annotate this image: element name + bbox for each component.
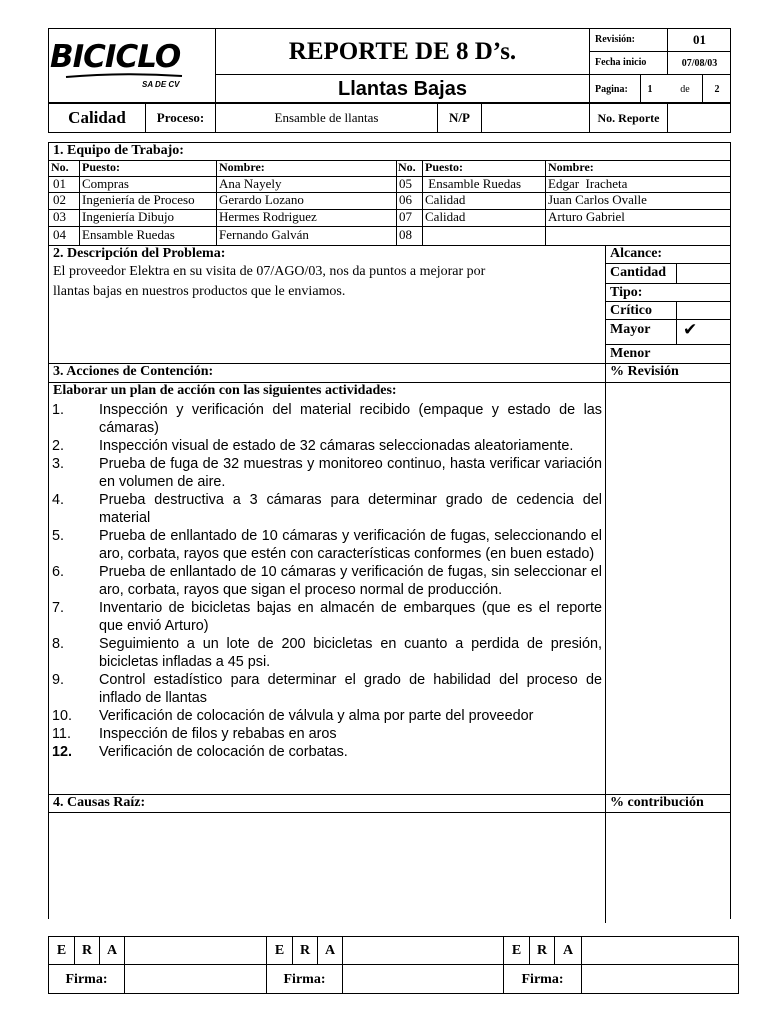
team-col-nombre: Nombre: xyxy=(219,160,265,174)
fecha-inicio-value: 07/08/03 xyxy=(681,57,718,69)
team-row-no: 02 xyxy=(53,192,66,207)
team-row-puesto: Calidad xyxy=(425,192,466,207)
containment-actions-list xyxy=(52,401,602,761)
problem-text-line: llantas bajas en nuestros productos que le enviamos. xyxy=(53,284,346,299)
team-row-no: 03 xyxy=(53,209,66,224)
de-label: de xyxy=(680,83,690,95)
alcance-label: Alcance: xyxy=(610,246,663,261)
de-value: 2 xyxy=(714,83,720,95)
sign-a: A xyxy=(106,942,118,958)
team-row-puesto: Compras xyxy=(82,176,129,191)
sign-a: A xyxy=(562,942,574,958)
area-calidad: Calidad xyxy=(68,108,126,127)
root-causes-section-title: 4. Causas Raíz: xyxy=(53,795,146,810)
team-section-title: 1. Equipo de Trabajo: xyxy=(53,143,184,158)
team-row-no: 07 xyxy=(399,209,412,224)
revision-label: Revisión: xyxy=(595,34,635,45)
problem-text-line: El proveedor Elektra en su visita de 07/AGO/03, nos da puntos a mejorar por xyxy=(53,264,486,279)
revision-percent-label: % Revisión xyxy=(610,364,679,379)
proceso-value: Ensamble de llantas xyxy=(274,110,379,125)
firma-label: Firma: xyxy=(521,971,564,987)
team-row-nombre: Arturo Gabriel xyxy=(548,209,625,224)
sign-e: E xyxy=(56,942,67,958)
no-reporte-label: No. Reporte xyxy=(597,110,660,125)
form-right-border xyxy=(730,142,731,919)
team-col-puesto-right: Puesto: xyxy=(425,160,463,174)
containment-section-title: 3. Acciones de Contención: xyxy=(53,364,214,379)
sign-r: R xyxy=(299,942,311,958)
report-title: REPORTE DE 8 D’s. xyxy=(288,38,517,65)
list-item: 12. Verificación de colocación de corbatas. xyxy=(52,744,348,760)
sign-a: A xyxy=(324,942,336,958)
list-item: 1. Inspección y verificación del material recibido (empaque y estado de las cámaras) xyxy=(52,402,602,436)
no-reporte-value xyxy=(668,104,731,132)
team-row-nombre: Gerardo Lozano xyxy=(219,192,304,207)
team-col-no-right: No. xyxy=(398,160,416,174)
np-value xyxy=(482,104,589,132)
fecha-inicio-label: Fecha inicio xyxy=(595,57,647,68)
firma-label: Firma: xyxy=(283,971,326,987)
revision-value: 01 xyxy=(693,32,706,47)
containment-intro: Elaborar un plan de acción con las siguientes actividades: xyxy=(53,383,397,398)
pagina-value: 1 xyxy=(647,83,653,95)
tipo-label: Tipo: xyxy=(610,285,643,300)
critico-label: Crítico xyxy=(610,303,652,318)
signature-box xyxy=(48,936,739,994)
firma-label: Firma: xyxy=(65,971,108,987)
list-item: 10. Verificación de colocación de válvula y alma por parte del proveedor xyxy=(52,708,534,724)
problem-section-title: 2. Descripción del Problema: xyxy=(53,246,226,261)
team-row-puesto: Ensamble Ruedas xyxy=(82,227,175,242)
team-row-nombre: Edgar Iracheta xyxy=(548,176,628,191)
mayor-check-icon: ✔ xyxy=(683,320,698,340)
team-row-puesto: Ensamble Ruedas xyxy=(425,176,522,191)
list-item: 8. Seguimiento a un lote de 200 bicicletas en cuanto a perdida de presión, bicicletas infladas a 45 psi. xyxy=(52,636,602,670)
team-row-nombre: Juan Carlos Ovalle xyxy=(548,192,647,207)
np-label: N/P xyxy=(449,110,470,125)
logo-underline-icon xyxy=(64,73,184,79)
report-subtitle: Llantas Bajas xyxy=(338,77,467,100)
team-row-no: 01 xyxy=(53,176,66,191)
sign-e: E xyxy=(274,942,285,958)
team-col-puesto: Puesto: xyxy=(82,160,120,174)
list-item: 5. Prueba de enllantado de 10 cámaras y verificación de fugas, seleccionando el aro, corbata, rayos que estén con características conformes (en buen estado) xyxy=(52,528,602,562)
contribution-percent-label: % contribución xyxy=(610,795,704,810)
sign-r: R xyxy=(81,942,93,958)
team-row-no: 04 xyxy=(53,227,66,242)
proceso-label: Proceso: xyxy=(156,110,205,125)
team-row-no: 06 xyxy=(399,192,412,207)
list-item: 3. Prueba de fuga de 32 muestras y monitoreo continuo, hasta verificar variación en volumen de aire. xyxy=(52,456,602,490)
team-row-puesto: Ingeniería Dibujo xyxy=(82,209,175,224)
team-row-no: 08 xyxy=(399,227,412,242)
list-item: 4. Prueba destructiva a 3 cámaras para determinar grado de cedencia del material xyxy=(52,492,602,526)
team-col-nombre-right: Nombre: xyxy=(548,160,594,174)
team-col-no: No. xyxy=(51,160,69,174)
team-row-puesto: Ingeniería de Proceso xyxy=(82,192,195,207)
team-row-puesto: Calidad xyxy=(425,209,466,224)
list-item: 11. Inspección de filos y rebabas en aros xyxy=(52,726,337,742)
list-item: 6. Prueba de enllantado de 10 cámaras y verificación de fugas, sin seleccionar el aro, corbata, rayos que sigan el proceso normal de producción. xyxy=(52,564,602,598)
pagina-label: Pagina: xyxy=(595,84,628,95)
form-left-border xyxy=(48,142,49,919)
team-row-nombre: Hermes Rodriguez xyxy=(219,209,317,224)
list-item: 7. Inventario de bicicletas bajas en almacén de embarques (que es el reporte que envió Arturo) xyxy=(52,600,602,634)
sign-r: R xyxy=(536,942,548,958)
team-row-nombre: Fernando Galván xyxy=(219,227,309,242)
sign-e: E xyxy=(511,942,522,958)
list-item: 9. Control estadístico para determinar el grado de habilidad del proceso de inflado de llantas xyxy=(52,672,602,706)
mayor-label: Mayor xyxy=(610,322,651,337)
team-row-nombre: Ana Nayely xyxy=(219,176,282,191)
team-row-no: 05 xyxy=(399,176,412,191)
menor-label: Menor xyxy=(610,346,651,361)
company-logo-subtitle: SA DE CV xyxy=(142,80,180,89)
cantidad-label: Cantidad xyxy=(610,265,667,280)
list-item: 2. Inspección visual de estado de 32 cámaras seleccionadas aleatoriamente. xyxy=(52,438,574,454)
company-logo: BICICLO xyxy=(50,39,181,75)
